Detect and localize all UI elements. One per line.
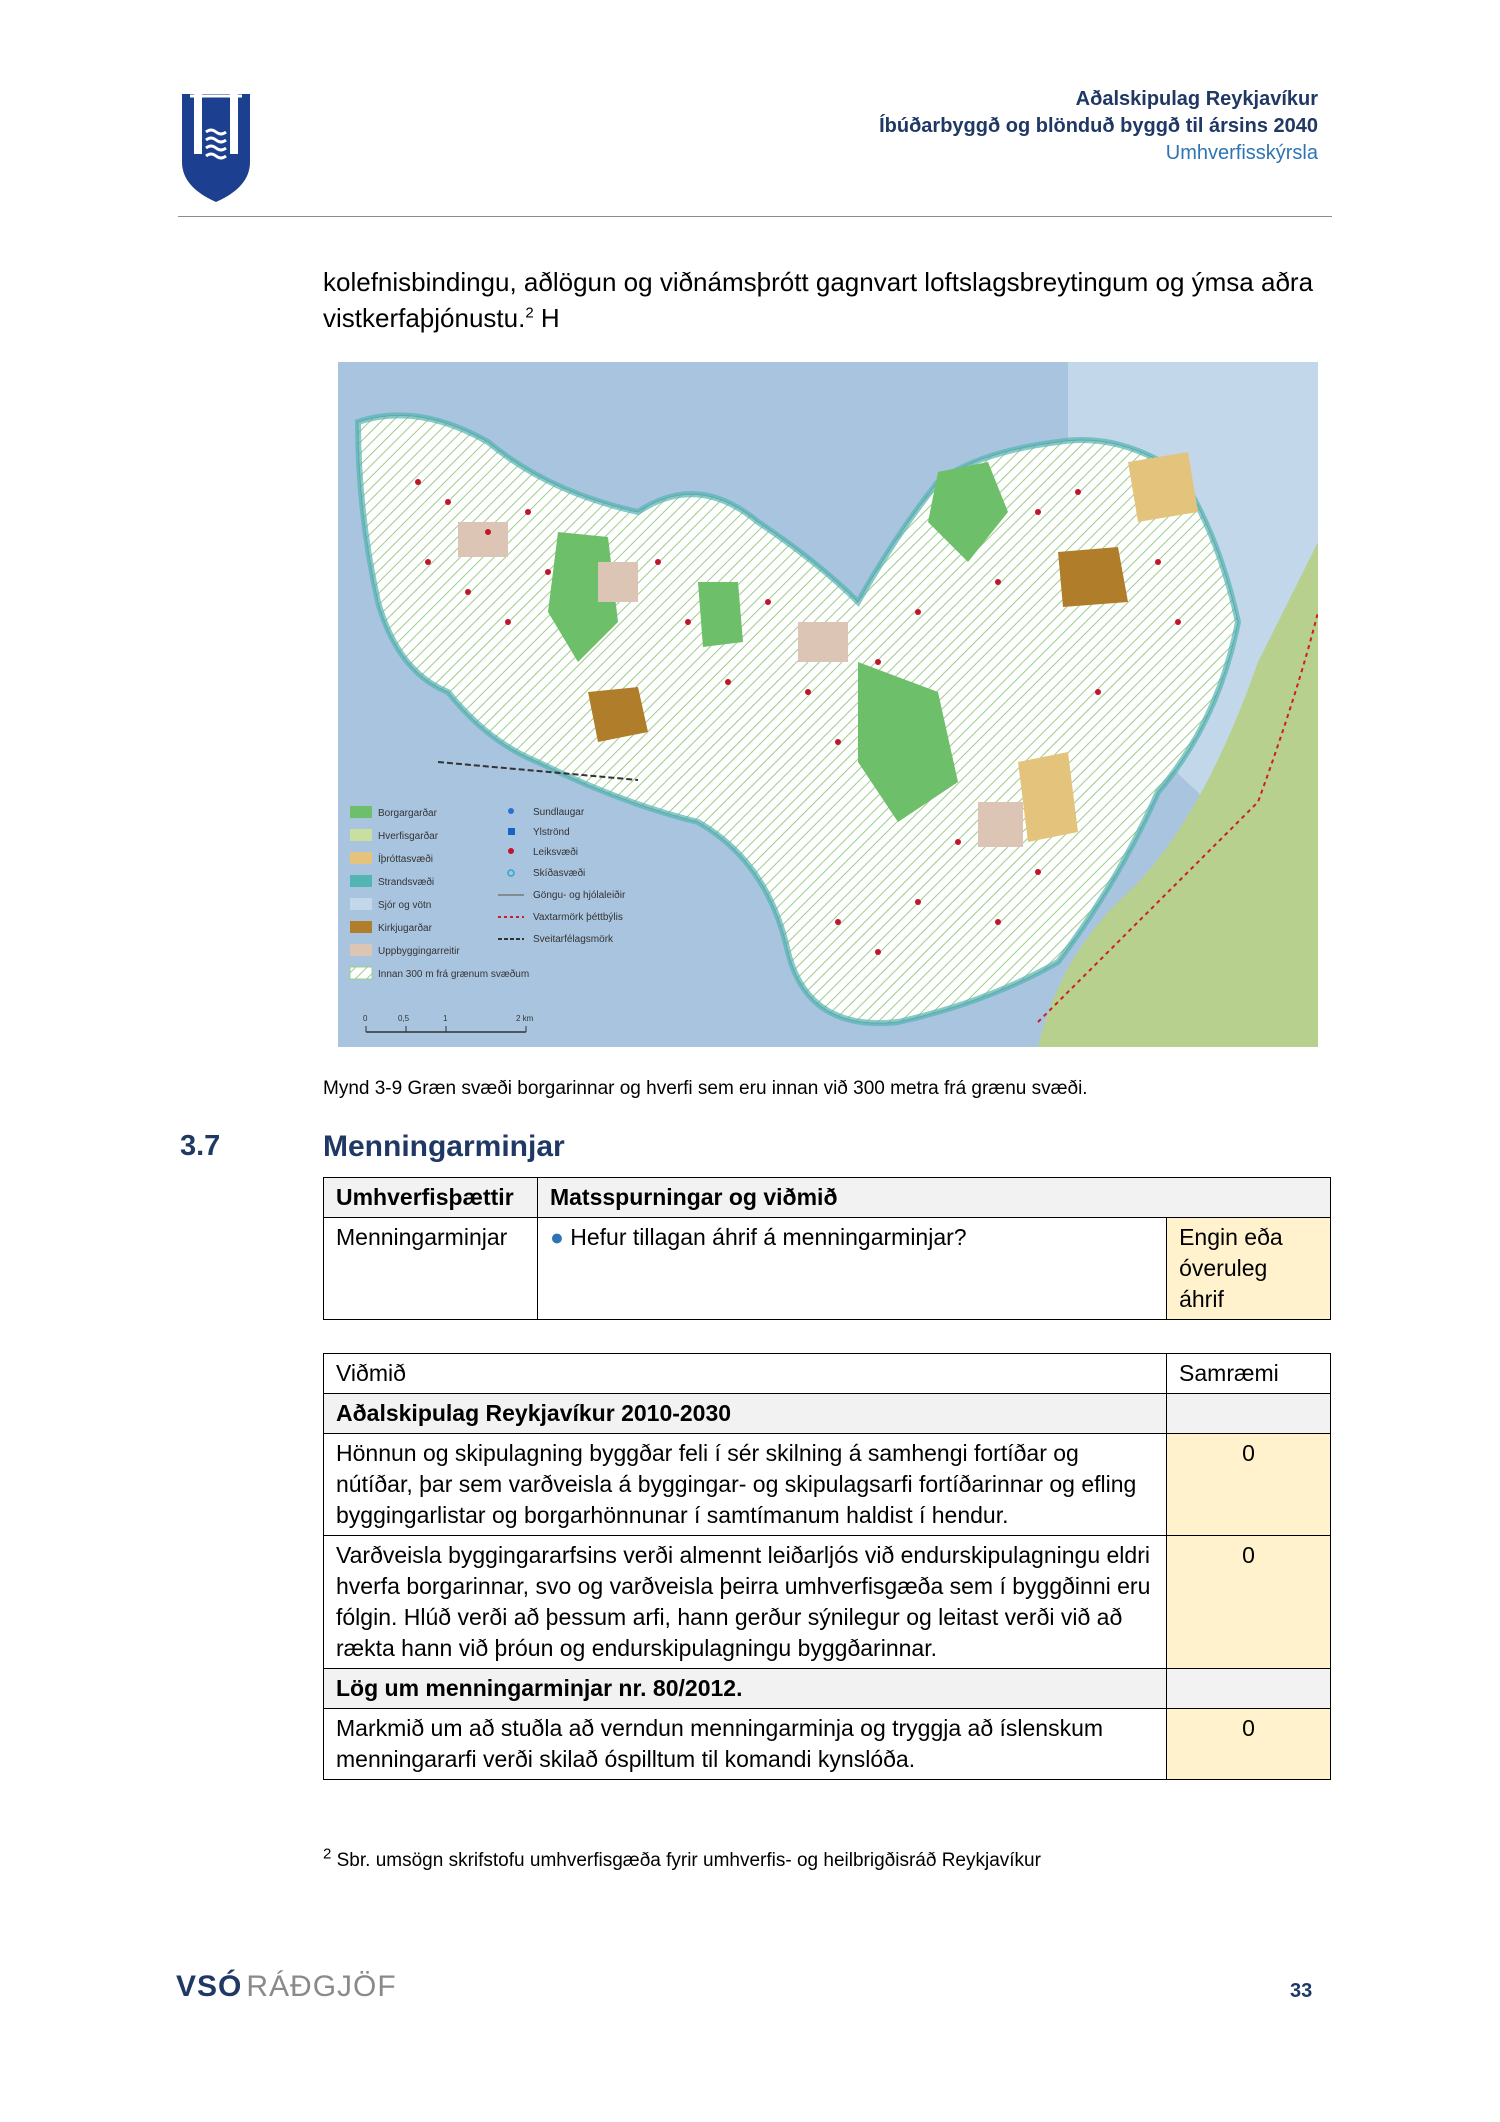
scale-label: 2 km: [516, 1014, 534, 1023]
table-row: [324, 1536, 1331, 1669]
header-title: Aðalskipulag Reykjavíkur: [1075, 88, 1318, 110]
legend-item: Strandsvæði: [378, 877, 435, 888]
intro-trailing: H: [533, 303, 560, 333]
legend-item: Skíðasvæði: [533, 868, 586, 879]
legend-item: Íþróttasvæði: [378, 854, 434, 865]
criterion-text: Markmið um að stuðla að verndun menningarminja og tryggja að íslenskum menningararfi verði skilað óspilltum til komandi kynslóða.: [324, 1709, 1167, 1780]
scale-label: 0,5: [398, 1014, 410, 1023]
legend-item: Hverfisgarðar: [378, 831, 439, 842]
legend-item: Uppbyggingarreitir: [378, 946, 460, 957]
sports-area: [1018, 752, 1078, 842]
question-text: Hefur tillagan áhrif á menningarminjar?: [570, 1224, 967, 1250]
table-row: [324, 1434, 1331, 1536]
header-subtitle: Íbúðarbyggð og blönduð byggð til ársins 2040: [879, 115, 1318, 137]
bullet-icon: ●: [549, 1224, 564, 1250]
footnote-text: Sbr. umsögn skrifstofu umhverfisgæða fyrir umhverfis- og heilbrigðisráð Reykjavíkur: [336, 1850, 1041, 1871]
group-heading: Lög um menningarminjar nr. 80/2012.: [324, 1669, 1167, 1709]
table-row: [324, 1709, 1331, 1780]
scale-label: 0: [363, 1014, 368, 1023]
factor-cell: Menningarminjar: [324, 1218, 538, 1320]
compliance-value: 0: [1167, 1536, 1331, 1669]
vso-logo: [176, 1970, 397, 2004]
legend-item: Kirkjugarðar: [378, 923, 432, 934]
cemetery-area: [588, 687, 648, 742]
legend-item: Leiksvæði: [533, 847, 579, 858]
legend-item: Innan 300 m frá grænum svæðum: [378, 969, 530, 980]
table-group-row: [324, 1669, 1331, 1709]
document-header: [879, 86, 1318, 167]
legend-item: Sundlaugar: [533, 807, 585, 818]
legend-item: Vaxtarmörk þéttbýlis: [533, 912, 623, 923]
column-header: Umhverfisþættir: [324, 1178, 538, 1218]
criterion-text: Hönnun og skipulagning byggðar feli í sér skilning á samhengi fortíðar og nútíðar, þar sem varðveisla á byggingar- og skipulagsarfi fortíðarinnar og efling byggingarlistar og borgarhönnunar í samtímanum haldist í hendur.: [324, 1434, 1167, 1536]
legend-item: Sveitarfélagsmörk: [533, 934, 614, 945]
column-header: Samræmi: [1167, 1354, 1331, 1394]
criterion-text: Varðveisla byggingararfsins verði almennt leiðarljós við endurskipulagningu eldri hverfa borgarinnar, svo og varðveisla þeirra umhverfisgæða sem í byggðinni eru fólgin. Hlúð verði að þessum arfi, hann gerður sýnilegur og leitast verði við að rækta hann við þróun og endurskipulagningu byggðarinnar.: [324, 1536, 1167, 1669]
development-site: [598, 562, 638, 602]
footnote-reference[interactable]: 2: [525, 304, 534, 322]
page-number: 33: [1290, 1980, 1313, 2002]
logo-bold: VSÓ: [176, 1970, 243, 2003]
compliance-value: 0: [1167, 1434, 1331, 1536]
green-areas-map: [338, 362, 1318, 1047]
question-cell: [537, 1218, 1166, 1320]
legend-item: Göngu- og hjólaleiðir: [533, 890, 626, 901]
table-row: [324, 1218, 1331, 1320]
group-heading: Aðalskipulag Reykjavíkur 2010-2030: [324, 1394, 1167, 1434]
assessment-cell: Engin eða óveruleg áhrif: [1167, 1218, 1331, 1320]
scale-label: 1: [443, 1014, 448, 1023]
header-divider: [178, 216, 1332, 217]
legend-item: Borgargarðar: [378, 808, 437, 819]
header-report-type: Umhverfisskýrsla: [1165, 142, 1318, 164]
cemetery-area-2: [1058, 547, 1128, 607]
section-title: Menningarminjar: [323, 1130, 565, 1163]
figure-caption: Mynd 3-9 Græn svæði borgarinnar og hverfi sem eru innan við 300 metra frá grænu svæði.: [323, 1078, 1088, 1099]
group-empty-cell: [1167, 1669, 1331, 1709]
table-header-row: [324, 1178, 1331, 1218]
legend-item: Sjór og vötn: [378, 900, 432, 911]
column-header: Viðmið: [324, 1354, 1167, 1394]
section-number: 3.7: [180, 1130, 221, 1162]
column-header: Matsspurningar og viðmið: [537, 1178, 1330, 1218]
logo-light: RÁÐGJÖF: [246, 1970, 397, 2003]
sports-area-2: [1128, 452, 1198, 522]
legend-item: Ylströnd: [533, 827, 570, 838]
compliance-value: 0: [1167, 1709, 1331, 1780]
reykjavik-coat-of-arms-logo: [180, 92, 252, 204]
intro-paragraph: [323, 264, 1333, 336]
development-site-3: [798, 622, 848, 662]
table-header-row: [324, 1354, 1331, 1394]
development-site-4: [978, 802, 1023, 847]
group-empty-cell: [1167, 1394, 1331, 1434]
footnote: [323, 1845, 1041, 1872]
assessment-questions-table: [323, 1177, 1331, 1320]
footnote-number: 2: [323, 1845, 332, 1863]
table-group-row: [324, 1394, 1331, 1434]
city-park-area-4: [698, 582, 743, 647]
intro-text: kolefnisbindingu, aðlögun og viðnámsþrótt gagnvart loftslagsbreytingum og ýmsa aðra vistkerfaþjónustu.: [323, 267, 1314, 333]
criteria-table: [323, 1353, 1331, 1780]
development-site-2: [458, 522, 508, 557]
